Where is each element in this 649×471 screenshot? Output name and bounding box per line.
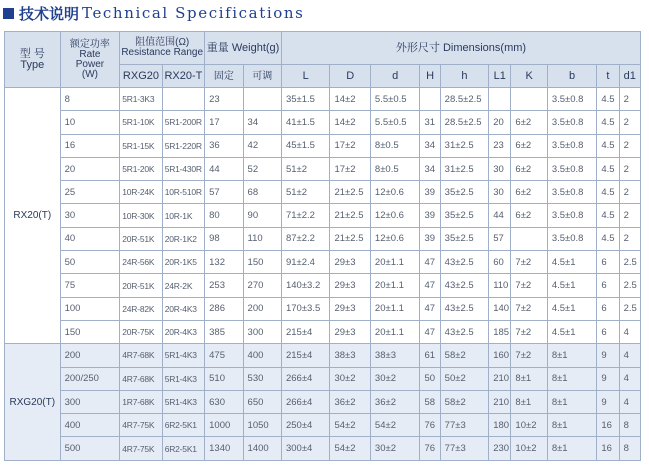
cell-power: 20 bbox=[60, 157, 120, 180]
table-row bbox=[5, 251, 641, 274]
table-row bbox=[5, 367, 641, 390]
header-dim-H: H bbox=[420, 65, 440, 88]
cell-t: 4.5 bbox=[597, 157, 619, 180]
cell-rx20t: 5R1-4K3 bbox=[162, 390, 204, 413]
cell-H: 47 bbox=[420, 251, 440, 274]
header-dim-D: D bbox=[330, 65, 370, 88]
table-row bbox=[5, 227, 641, 250]
cell-h: 31±2.5 bbox=[440, 134, 489, 157]
cell-rxg20: 1R7-68K bbox=[120, 390, 162, 413]
cell-weight-fixed: 17 bbox=[205, 111, 243, 134]
cell-h: 77±3 bbox=[440, 414, 489, 437]
cell-h: 35±2.5 bbox=[440, 181, 489, 204]
cell-H: 76 bbox=[420, 437, 440, 460]
title-english: Technical Specifications bbox=[82, 4, 305, 22]
cell-d1: 4 bbox=[619, 344, 640, 367]
cell-h: 58±2 bbox=[440, 390, 489, 413]
cell-weight-fixed: 36 bbox=[205, 134, 243, 157]
cell-t: 9 bbox=[597, 390, 619, 413]
cell-rxg20: 4R7-68K bbox=[120, 367, 162, 390]
cell-K: 10±2 bbox=[511, 437, 547, 460]
cell-L1: 185 bbox=[489, 320, 511, 343]
cell-L1: 230 bbox=[489, 437, 511, 460]
cell-h: 43±2.5 bbox=[440, 251, 489, 274]
table-row bbox=[5, 88, 641, 111]
cell-H: 58 bbox=[420, 390, 440, 413]
specifications-table bbox=[4, 31, 641, 461]
cell-L1: 110 bbox=[489, 274, 511, 297]
cell-d1: 2 bbox=[619, 111, 640, 134]
cell-K bbox=[511, 88, 547, 111]
cell-power: 25 bbox=[60, 181, 120, 204]
table-row bbox=[5, 111, 641, 134]
cell-b: 3.5±0.8 bbox=[547, 227, 597, 250]
cell-t: 6 bbox=[597, 274, 619, 297]
cell-H: 47 bbox=[420, 297, 440, 320]
header-type-en: Type bbox=[20, 58, 45, 71]
cell-rxg20: 20R-51K bbox=[120, 274, 162, 297]
cell-d: 20±1.1 bbox=[370, 297, 420, 320]
cell-rx20t: 5R1-4K3 bbox=[162, 344, 204, 367]
cell-H: 47 bbox=[420, 274, 440, 297]
cell-D: 29±3 bbox=[330, 320, 370, 343]
cell-b: 3.5±0.8 bbox=[547, 181, 597, 204]
cell-weight-fixed: 1000 bbox=[205, 414, 243, 437]
cell-rxg20: 10R-24K bbox=[120, 181, 162, 204]
cell-K: 6±2 bbox=[511, 111, 547, 134]
cell-L: 300±4 bbox=[281, 437, 330, 460]
cell-weight-adjustable: 1400 bbox=[243, 437, 281, 460]
table-row bbox=[5, 134, 641, 157]
cell-H: 61 bbox=[420, 344, 440, 367]
cell-weight-fixed: 23 bbox=[205, 88, 243, 111]
cell-rxg20: 5R1-10K bbox=[120, 111, 162, 134]
cell-b: 3.5±0.8 bbox=[547, 111, 597, 134]
table-row bbox=[5, 390, 641, 413]
cell-weight-adjustable: 52 bbox=[243, 157, 281, 180]
cell-power: 10 bbox=[60, 111, 120, 134]
cell-rx20t: 6R2-5K1 bbox=[162, 437, 204, 460]
section-title bbox=[3, 2, 304, 24]
cell-t: 6 bbox=[597, 320, 619, 343]
cell-L: 35±1.5 bbox=[281, 88, 330, 111]
cell-t: 4.5 bbox=[597, 134, 619, 157]
cell-K: 6±2 bbox=[511, 181, 547, 204]
cell-H: 39 bbox=[420, 181, 440, 204]
cell-d: 36±2 bbox=[370, 390, 420, 413]
cell-weight-adjustable: 270 bbox=[243, 274, 281, 297]
cell-L1: 44 bbox=[489, 204, 511, 227]
header-type bbox=[5, 32, 61, 88]
cell-weight-adjustable: 68 bbox=[243, 181, 281, 204]
cell-weight-fixed: 385 bbox=[205, 320, 243, 343]
cell-t: 4.5 bbox=[597, 88, 619, 111]
cell-L1: 210 bbox=[489, 390, 511, 413]
cell-d1: 2.5 bbox=[619, 251, 640, 274]
cell-rxg20: 4R7-75K bbox=[120, 437, 162, 460]
cell-D: 21±2.5 bbox=[330, 227, 370, 250]
cell-d: 5.5±0.5 bbox=[370, 88, 420, 111]
cell-power: 500 bbox=[60, 437, 120, 460]
cell-d1: 4 bbox=[619, 390, 640, 413]
cell-K bbox=[511, 227, 547, 250]
cell-rxg20: 5R1-15K bbox=[120, 134, 162, 157]
square-bullet-icon bbox=[3, 8, 14, 19]
cell-L: 45±1.5 bbox=[281, 134, 330, 157]
cell-D: 29±3 bbox=[330, 274, 370, 297]
cell-rxg20: 24R-82K bbox=[120, 297, 162, 320]
cell-rx20t: 5R1-220R bbox=[162, 134, 204, 157]
cell-L: 91±2.4 bbox=[281, 251, 330, 274]
cell-H: 47 bbox=[420, 320, 440, 343]
cell-d1: 2 bbox=[619, 134, 640, 157]
cell-L: 140±3.2 bbox=[281, 274, 330, 297]
cell-d: 30±2 bbox=[370, 437, 420, 460]
cell-H: 50 bbox=[420, 367, 440, 390]
header-power-unit: (W) bbox=[81, 68, 98, 80]
table-row bbox=[5, 204, 641, 227]
cell-h: 43±2.5 bbox=[440, 274, 489, 297]
cell-D: 30±2 bbox=[330, 367, 370, 390]
header-power bbox=[60, 32, 120, 88]
cell-D: 29±3 bbox=[330, 251, 370, 274]
cell-rxg20: 4R7-68K bbox=[120, 344, 162, 367]
cell-H bbox=[420, 88, 440, 111]
cell-b: 8±1 bbox=[547, 437, 597, 460]
header-weight: 重量 Weight(g) bbox=[205, 32, 282, 65]
cell-K: 8±1 bbox=[511, 390, 547, 413]
header-dim-b: b bbox=[547, 65, 597, 88]
cell-D: 54±2 bbox=[330, 414, 370, 437]
cell-rx20t bbox=[162, 88, 204, 111]
cell-weight-adjustable: 150 bbox=[243, 251, 281, 274]
cell-power: 75 bbox=[60, 274, 120, 297]
cell-power: 400 bbox=[60, 414, 120, 437]
cell-b: 3.5±0.8 bbox=[547, 134, 597, 157]
cell-L1: 57 bbox=[489, 227, 511, 250]
cell-t: 6 bbox=[597, 251, 619, 274]
header-dim-K: K bbox=[511, 65, 547, 88]
cell-d: 12±0.6 bbox=[370, 204, 420, 227]
cell-h: 43±2.5 bbox=[440, 320, 489, 343]
cell-D: 14±2 bbox=[330, 111, 370, 134]
cell-h: 77±3 bbox=[440, 437, 489, 460]
cell-weight-fixed: 132 bbox=[205, 251, 243, 274]
cell-K: 8±1 bbox=[511, 367, 547, 390]
cell-d: 30±2 bbox=[370, 367, 420, 390]
cell-rxg20: 20R-51K bbox=[120, 227, 162, 250]
cell-d: 5.5±0.5 bbox=[370, 111, 420, 134]
table-row bbox=[5, 320, 641, 343]
cell-b: 3.5±0.8 bbox=[547, 157, 597, 180]
table-row bbox=[5, 437, 641, 460]
cell-t: 9 bbox=[597, 344, 619, 367]
cell-b: 8±1 bbox=[547, 367, 597, 390]
cell-d: 8±0.5 bbox=[370, 157, 420, 180]
cell-L: 41±1.5 bbox=[281, 111, 330, 134]
cell-weight-adjustable bbox=[243, 88, 281, 111]
cell-t: 6 bbox=[597, 297, 619, 320]
cell-L1 bbox=[489, 88, 511, 111]
header-dim-L1: L1 bbox=[489, 65, 511, 88]
cell-d1: 2 bbox=[619, 204, 640, 227]
header-rx20t: RX20-T bbox=[162, 65, 204, 88]
cell-rxg20: 5R1-20K bbox=[120, 157, 162, 180]
cell-b: 3.5±0.8 bbox=[547, 88, 597, 111]
cell-H: 34 bbox=[420, 157, 440, 180]
cell-t: 4.5 bbox=[597, 181, 619, 204]
table-row bbox=[5, 274, 641, 297]
cell-rx20t: 5R1-430R bbox=[162, 157, 204, 180]
cell-H: 34 bbox=[420, 134, 440, 157]
cell-weight-adjustable: 530 bbox=[243, 367, 281, 390]
cell-type: RX20(T) bbox=[5, 88, 61, 344]
cell-b: 4.5±1 bbox=[547, 251, 597, 274]
header-power-cn: 额定功率 bbox=[69, 38, 110, 50]
cell-b: 4.5±1 bbox=[547, 297, 597, 320]
cell-H: 39 bbox=[420, 227, 440, 250]
cell-L1: 20 bbox=[489, 111, 511, 134]
cell-b: 4.5±1 bbox=[547, 274, 597, 297]
table-row bbox=[5, 414, 641, 437]
cell-L: 170±3.5 bbox=[281, 297, 330, 320]
cell-weight-fixed: 57 bbox=[205, 181, 243, 204]
header-weight-adjustable: 可调 bbox=[243, 65, 281, 88]
header-resistance bbox=[120, 32, 205, 65]
cell-t: 4.5 bbox=[597, 227, 619, 250]
cell-L1: 60 bbox=[489, 251, 511, 274]
cell-b: 8±1 bbox=[547, 344, 597, 367]
cell-type: RXG20(T) bbox=[5, 344, 61, 460]
cell-weight-adjustable: 300 bbox=[243, 320, 281, 343]
cell-weight-adjustable: 110 bbox=[243, 227, 281, 250]
cell-K: 6±2 bbox=[511, 157, 547, 180]
cell-weight-adjustable: 90 bbox=[243, 204, 281, 227]
table-row bbox=[5, 297, 641, 320]
cell-K: 7±2 bbox=[511, 297, 547, 320]
cell-D: 54±2 bbox=[330, 437, 370, 460]
cell-t: 16 bbox=[597, 437, 619, 460]
cell-b: 8±1 bbox=[547, 414, 597, 437]
header-resistance-cn: 阻值范围(Ω) bbox=[135, 37, 190, 48]
cell-weight-adjustable: 400 bbox=[243, 344, 281, 367]
cell-L: 71±2.2 bbox=[281, 204, 330, 227]
cell-power: 150 bbox=[60, 320, 120, 343]
cell-D: 29±3 bbox=[330, 297, 370, 320]
cell-t: 16 bbox=[597, 414, 619, 437]
header-dimensions: 外形尺寸 Dimensions(mm) bbox=[281, 32, 640, 65]
cell-h: 28.5±2.5 bbox=[440, 111, 489, 134]
cell-power: 100 bbox=[60, 297, 120, 320]
cell-weight-fixed: 253 bbox=[205, 274, 243, 297]
cell-rx20t: 10R-1K bbox=[162, 204, 204, 227]
cell-rx20t: 5R1-200R bbox=[162, 111, 204, 134]
cell-rx20t: 5R1-4K3 bbox=[162, 367, 204, 390]
cell-D: 38±3 bbox=[330, 344, 370, 367]
cell-d: 20±1.1 bbox=[370, 274, 420, 297]
cell-K: 6±2 bbox=[511, 134, 547, 157]
table-row bbox=[5, 157, 641, 180]
cell-d1: 8 bbox=[619, 414, 640, 437]
cell-L1: 30 bbox=[489, 181, 511, 204]
table-row bbox=[5, 344, 641, 367]
cell-h: 31±2.5 bbox=[440, 157, 489, 180]
cell-rx20t: 10R-510R bbox=[162, 181, 204, 204]
cell-rxg20: 4R7-75K bbox=[120, 414, 162, 437]
cell-L: 250±4 bbox=[281, 414, 330, 437]
cell-d1: 4 bbox=[619, 367, 640, 390]
cell-power: 30 bbox=[60, 204, 120, 227]
cell-rx20t: 20R-1K2 bbox=[162, 227, 204, 250]
cell-rx20t: 24R-2K bbox=[162, 274, 204, 297]
cell-d1: 2 bbox=[619, 157, 640, 180]
cell-rxg20: 20R-75K bbox=[120, 320, 162, 343]
cell-h: 35±2.5 bbox=[440, 204, 489, 227]
cell-L: 87±2.2 bbox=[281, 227, 330, 250]
cell-d: 8±0.5 bbox=[370, 134, 420, 157]
cell-rx20t: 6R2-5K1 bbox=[162, 414, 204, 437]
header-dim-t: t bbox=[597, 65, 619, 88]
cell-weight-fixed: 80 bbox=[205, 204, 243, 227]
cell-d1: 4 bbox=[619, 320, 640, 343]
cell-weight-adjustable: 650 bbox=[243, 390, 281, 413]
cell-weight-fixed: 98 bbox=[205, 227, 243, 250]
table-row bbox=[5, 181, 641, 204]
cell-weight-fixed: 1340 bbox=[205, 437, 243, 460]
cell-power: 50 bbox=[60, 251, 120, 274]
header-power-en1: Rate bbox=[79, 48, 101, 60]
cell-K: 7±2 bbox=[511, 274, 547, 297]
cell-d: 38±3 bbox=[370, 344, 420, 367]
cell-D: 21±2.5 bbox=[330, 181, 370, 204]
cell-L: 51±2 bbox=[281, 181, 330, 204]
cell-K: 10±2 bbox=[511, 414, 547, 437]
cell-h: 35±2.5 bbox=[440, 227, 489, 250]
cell-rx20t: 20R-4K3 bbox=[162, 320, 204, 343]
cell-L: 266±4 bbox=[281, 367, 330, 390]
cell-weight-adjustable: 1050 bbox=[243, 414, 281, 437]
cell-H: 39 bbox=[420, 204, 440, 227]
table-header bbox=[5, 32, 641, 88]
header-dim-L: L bbox=[281, 65, 330, 88]
cell-h: 28.5±2.5 bbox=[440, 88, 489, 111]
header-dim-d1: d1 bbox=[619, 65, 640, 88]
cell-power: 200/250 bbox=[60, 367, 120, 390]
cell-weight-adjustable: 200 bbox=[243, 297, 281, 320]
cell-d: 12±0.6 bbox=[370, 227, 420, 250]
cell-rxg20: 10R-30K bbox=[120, 204, 162, 227]
cell-rxg20: 5R1-3K3 bbox=[120, 88, 162, 111]
cell-d1: 2.5 bbox=[619, 297, 640, 320]
cell-L1: 180 bbox=[489, 414, 511, 437]
cell-power: 300 bbox=[60, 390, 120, 413]
cell-H: 76 bbox=[420, 414, 440, 437]
cell-power: 16 bbox=[60, 134, 120, 157]
cell-K: 7±2 bbox=[511, 320, 547, 343]
cell-weight-fixed: 475 bbox=[205, 344, 243, 367]
cell-t: 9 bbox=[597, 367, 619, 390]
header-rxg20: RXG20 bbox=[120, 65, 162, 88]
cell-d: 12±0.6 bbox=[370, 181, 420, 204]
cell-D: 17±2 bbox=[330, 134, 370, 157]
cell-power: 40 bbox=[60, 227, 120, 250]
cell-d1: 8 bbox=[619, 437, 640, 460]
cell-L: 51±2 bbox=[281, 157, 330, 180]
cell-K: 7±2 bbox=[511, 251, 547, 274]
cell-h: 43±2.5 bbox=[440, 297, 489, 320]
cell-L1: 160 bbox=[489, 344, 511, 367]
header-weight-fixed: 固定 bbox=[205, 65, 243, 88]
cell-weight-adjustable: 42 bbox=[243, 134, 281, 157]
cell-t: 4.5 bbox=[597, 111, 619, 134]
cell-weight-fixed: 630 bbox=[205, 390, 243, 413]
cell-d: 54±2 bbox=[370, 414, 420, 437]
cell-d1: 2 bbox=[619, 227, 640, 250]
cell-d1: 2 bbox=[619, 181, 640, 204]
cell-L1: 140 bbox=[489, 297, 511, 320]
cell-L: 266±4 bbox=[281, 390, 330, 413]
cell-L1: 30 bbox=[489, 157, 511, 180]
cell-H: 31 bbox=[420, 111, 440, 134]
cell-d: 20±1.1 bbox=[370, 320, 420, 343]
cell-D: 21±2.5 bbox=[330, 204, 370, 227]
header-resistance-en: Resistance Range bbox=[121, 47, 204, 58]
cell-L1: 210 bbox=[489, 367, 511, 390]
cell-power: 8 bbox=[60, 88, 120, 111]
cell-power: 200 bbox=[60, 344, 120, 367]
cell-b: 8±1 bbox=[547, 390, 597, 413]
cell-b: 3.5±0.8 bbox=[547, 204, 597, 227]
cell-weight-adjustable: 34 bbox=[243, 111, 281, 134]
cell-h: 50±2 bbox=[440, 367, 489, 390]
cell-d1: 2 bbox=[619, 88, 640, 111]
cell-L1: 23 bbox=[489, 134, 511, 157]
header-power-en2: Power bbox=[75, 58, 105, 70]
cell-weight-fixed: 286 bbox=[205, 297, 243, 320]
cell-K: 7±2 bbox=[511, 344, 547, 367]
cell-L: 215±4 bbox=[281, 344, 330, 367]
cell-h: 58±2 bbox=[440, 344, 489, 367]
cell-b: 4.5±1 bbox=[547, 320, 597, 343]
cell-D: 14±2 bbox=[330, 88, 370, 111]
cell-weight-fixed: 44 bbox=[205, 157, 243, 180]
cell-weight-fixed: 510 bbox=[205, 367, 243, 390]
cell-d: 20±1.1 bbox=[370, 251, 420, 274]
title-chinese: 技术说明 bbox=[19, 4, 80, 23]
cell-D: 36±2 bbox=[330, 390, 370, 413]
cell-K: 6±2 bbox=[511, 204, 547, 227]
cell-rx20t: 20R-1K5 bbox=[162, 251, 204, 274]
table-body bbox=[5, 88, 641, 461]
cell-d1: 2.5 bbox=[619, 274, 640, 297]
header-dim-h: h bbox=[440, 65, 489, 88]
cell-D: 17±2 bbox=[330, 157, 370, 180]
cell-rxg20: 24R-56K bbox=[120, 251, 162, 274]
header-dim-d: d bbox=[370, 65, 420, 88]
cell-L: 215±4 bbox=[281, 320, 330, 343]
cell-t: 4.5 bbox=[597, 204, 619, 227]
cell-rx20t: 20R-4K3 bbox=[162, 297, 204, 320]
header-type-cn: 型 号 bbox=[19, 47, 45, 60]
